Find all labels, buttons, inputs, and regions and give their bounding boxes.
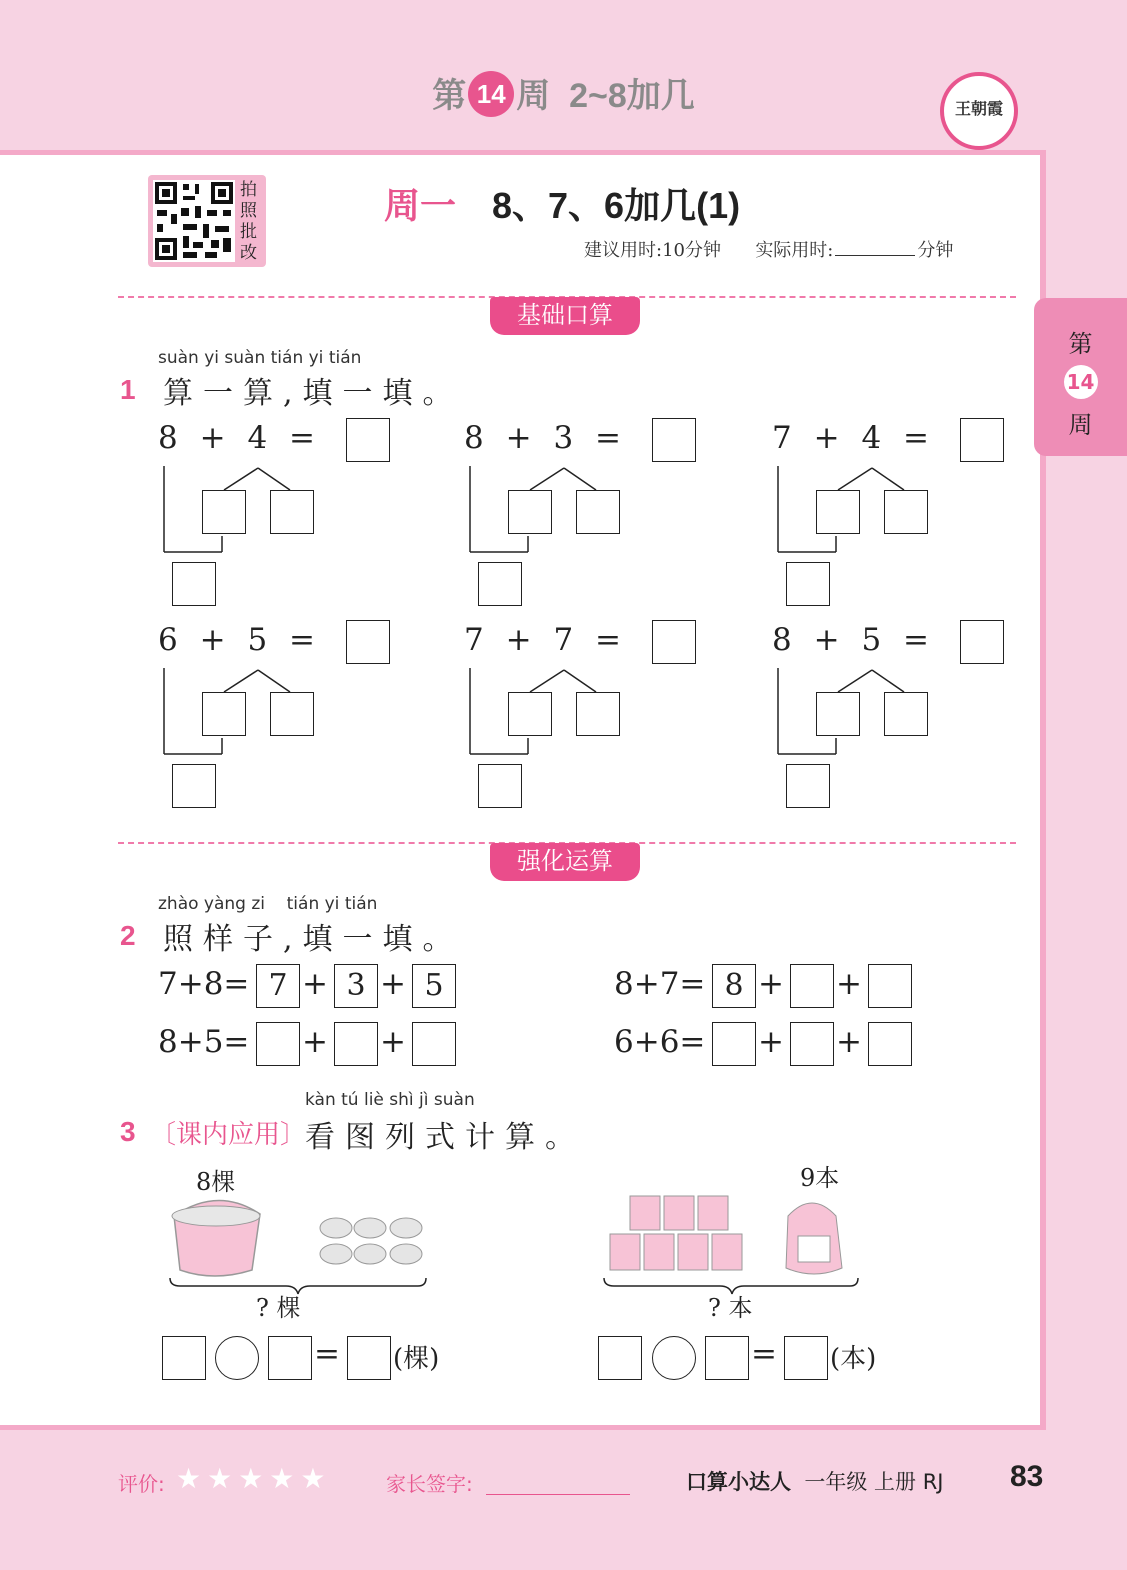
q3-left-question: ? 棵 <box>256 1294 301 1322</box>
q3-right-count: 9本 <box>800 1164 840 1192</box>
q1-expression <box>464 622 621 658</box>
q1-ten-box[interactable] <box>172 562 216 606</box>
q1-expression <box>158 622 315 658</box>
q1-expression <box>772 420 929 456</box>
section-banner-strengthen: 强化运算 <box>490 843 640 881</box>
page-number: 83 <box>1010 1460 1044 1493</box>
week-tab-bottom: 周 <box>1068 411 1093 439</box>
plus-sign: + <box>505 420 532 456</box>
q1-split-box-left[interactable] <box>508 490 552 534</box>
q1-split-box-left[interactable] <box>202 692 246 736</box>
q1-sum-box[interactable] <box>346 418 390 462</box>
q1-ten-box[interactable] <box>478 562 522 606</box>
q3-tag: 〔课内应用〕 <box>150 1120 307 1150</box>
actual-time-label: 实际用时: <box>755 240 834 261</box>
q2-answer-box[interactable]: 5 <box>412 964 456 1008</box>
plus-sign: + <box>302 966 328 1002</box>
addend-b: 5 <box>861 622 882 658</box>
q3-right-operator-circle[interactable] <box>652 1336 696 1380</box>
brand-logo: 王朝霞 <box>940 72 1018 150</box>
q2-expression: 6+6= <box>614 1024 706 1060</box>
q2-pinyin <box>158 894 377 914</box>
cabbage-basket-illustration <box>168 1186 438 1296</box>
section-banner-basic: 基础口算 <box>490 297 640 335</box>
qr-label-char: 拍 <box>240 180 257 200</box>
equals-sign: = <box>289 420 316 456</box>
q1-split-box-right[interactable] <box>270 692 314 736</box>
plus-sign: + <box>199 622 226 658</box>
plus-sign: + <box>813 420 840 456</box>
addend-b: 3 <box>553 420 574 456</box>
week-suffix: 周 <box>516 77 551 115</box>
addend-a: 6 <box>158 622 178 658</box>
q3-instruction: 看图列式计算。 <box>305 1120 585 1155</box>
addend-b: 4 <box>861 420 882 456</box>
q1-split-box-right[interactable] <box>576 490 620 534</box>
addend-b: 7 <box>553 622 574 658</box>
q1-ten-box[interactable] <box>786 764 830 808</box>
addend-a: 8 <box>464 420 484 456</box>
week-number-badge: 14 <box>468 71 514 117</box>
q1-sum-box[interactable] <box>960 418 1004 462</box>
q3-right-question: ? 本 <box>708 1294 753 1322</box>
plus-sign: + <box>813 622 840 658</box>
q3-right-unit: (本) <box>830 1344 877 1374</box>
q3-left-count: 8棵 <box>196 1168 236 1196</box>
plus-sign: + <box>836 966 862 1002</box>
q1-sum-box[interactable] <box>960 620 1004 664</box>
week-tab-number: 14 <box>1064 365 1098 399</box>
plus-sign: + <box>505 622 532 658</box>
plus-sign: + <box>380 1024 406 1060</box>
equals-sign: = <box>903 420 930 456</box>
plus-sign: + <box>380 966 406 1002</box>
q1-split-box-left[interactable] <box>202 490 246 534</box>
q2-answer-box[interactable] <box>712 1022 756 1066</box>
qr-label <box>240 180 262 264</box>
addend-b: 5 <box>247 622 268 658</box>
rating-label: 评价: <box>118 1472 165 1496</box>
q3-left-answer-box-1[interactable] <box>162 1336 206 1380</box>
q1-ten-box[interactable] <box>172 764 216 808</box>
qr-label-char: 批 <box>240 222 257 242</box>
q3-left-answer-box-2[interactable] <box>268 1336 312 1380</box>
q1-split-box-left[interactable] <box>816 490 860 534</box>
q1-ten-box[interactable] <box>478 764 522 808</box>
week-prefix: 第 <box>432 77 467 115</box>
q2-instruction: 照样子,填一填。 <box>163 922 463 957</box>
q1-instruction: 算一算,填一填。 <box>163 376 463 411</box>
parent-signature-label: 家长签字: <box>386 1472 473 1496</box>
equals-sign: = <box>751 1336 777 1372</box>
plus-sign: + <box>758 966 784 1002</box>
day-label: 周一 <box>384 185 457 226</box>
q2-answer-box[interactable]: 7 <box>256 964 300 1008</box>
q1-split-box-right[interactable] <box>884 692 928 736</box>
q2-answer-box[interactable] <box>790 1022 834 1066</box>
worksheet-panel <box>0 150 1046 1430</box>
q1-expression <box>158 420 315 456</box>
q1-sum-box[interactable] <box>652 418 696 462</box>
equals-sign: = <box>595 622 622 658</box>
q1-split-box-left[interactable] <box>816 692 860 736</box>
addend-a: 8 <box>158 420 178 456</box>
q2-answer-box[interactable] <box>868 964 912 1008</box>
q2-answer-box[interactable]: 3 <box>334 964 378 1008</box>
book-grade: 一年级 上册 RJ <box>804 1470 944 1494</box>
book-info <box>686 1466 944 1496</box>
q3-right-answer-box-3[interactable] <box>784 1336 828 1380</box>
q3-left-operator-circle[interactable] <box>215 1336 259 1380</box>
plus-sign: + <box>302 1024 328 1060</box>
q2-expression: 8+5= <box>158 1024 250 1060</box>
actual-time-blank[interactable] <box>835 255 915 256</box>
q2-expression: 7+8= <box>158 966 250 1002</box>
qr-code-icon[interactable] <box>153 180 235 262</box>
q3-pinyin: kàn tú liè shì jì suàn <box>305 1090 475 1110</box>
q2-answer-box[interactable] <box>412 1022 456 1066</box>
parent-signature-line[interactable] <box>486 1494 630 1495</box>
q1-number: 1 <box>120 374 136 405</box>
plus-sign: + <box>758 1024 784 1060</box>
day-title <box>384 178 740 229</box>
week-tab-top: 第 <box>1068 330 1093 358</box>
q2-answer-box[interactable] <box>334 1022 378 1066</box>
q1-sum-box[interactable] <box>652 620 696 664</box>
q2-expression: 8+7= <box>614 966 706 1002</box>
addend-a: 7 <box>772 420 792 456</box>
q1-split-box-right[interactable] <box>884 490 928 534</box>
equals-sign: = <box>314 1336 340 1372</box>
addend-a: 8 <box>772 622 792 658</box>
books-backpack-illustration <box>602 1188 862 1298</box>
lesson-title: 8、7、6加几(1) <box>492 185 741 226</box>
equals-sign: = <box>595 420 622 456</box>
q1-expression <box>464 420 621 456</box>
q3-number: 3 <box>120 1116 136 1147</box>
q3-left-answer-box-3[interactable] <box>347 1336 391 1380</box>
q2-pinyin-b: tián yi tián <box>286 894 378 914</box>
q1-pinyin: suàn yi suàn tián yi tián <box>158 348 362 368</box>
rating-stars[interactable]: ★★★★★ <box>176 1462 332 1495</box>
q2-answer-box[interactable] <box>256 1022 300 1066</box>
q1-split-box-right[interactable] <box>270 490 314 534</box>
equals-sign: = <box>289 622 316 658</box>
time-unit: 分钟 <box>917 240 954 261</box>
plus-sign: + <box>836 1024 862 1060</box>
q2-answer-box[interactable] <box>868 1022 912 1066</box>
week-side-tab <box>1034 298 1127 456</box>
addend-a: 7 <box>464 622 484 658</box>
q2-answer-box[interactable] <box>790 964 834 1008</box>
book-title: 口算小达人 <box>686 1470 791 1494</box>
q1-sum-box[interactable] <box>346 620 390 664</box>
q2-pinyin-a: zhào yàng zi <box>158 894 266 914</box>
q1-expression <box>772 622 929 658</box>
q2-answer-box[interactable]: 8 <box>712 964 756 1008</box>
q3-right-answer-box-2[interactable] <box>705 1336 749 1380</box>
q1-split-box-right[interactable] <box>576 692 620 736</box>
plus-sign: + <box>199 420 226 456</box>
qr-label-char: 照 <box>240 201 257 221</box>
q1-ten-box[interactable] <box>786 562 830 606</box>
equals-sign: = <box>903 622 930 658</box>
suggested-time: 建议用时:10分钟 <box>584 240 721 261</box>
q3-left-unit: (棵) <box>393 1344 440 1374</box>
qr-label-char: 改 <box>240 243 257 263</box>
q3-right-answer-box-1[interactable] <box>598 1336 642 1380</box>
q1-split-box-left[interactable] <box>508 692 552 736</box>
time-line <box>584 236 953 262</box>
q2-number: 2 <box>120 920 136 951</box>
addend-b: 4 <box>247 420 268 456</box>
week-topic: 2~8加几 <box>569 77 695 115</box>
